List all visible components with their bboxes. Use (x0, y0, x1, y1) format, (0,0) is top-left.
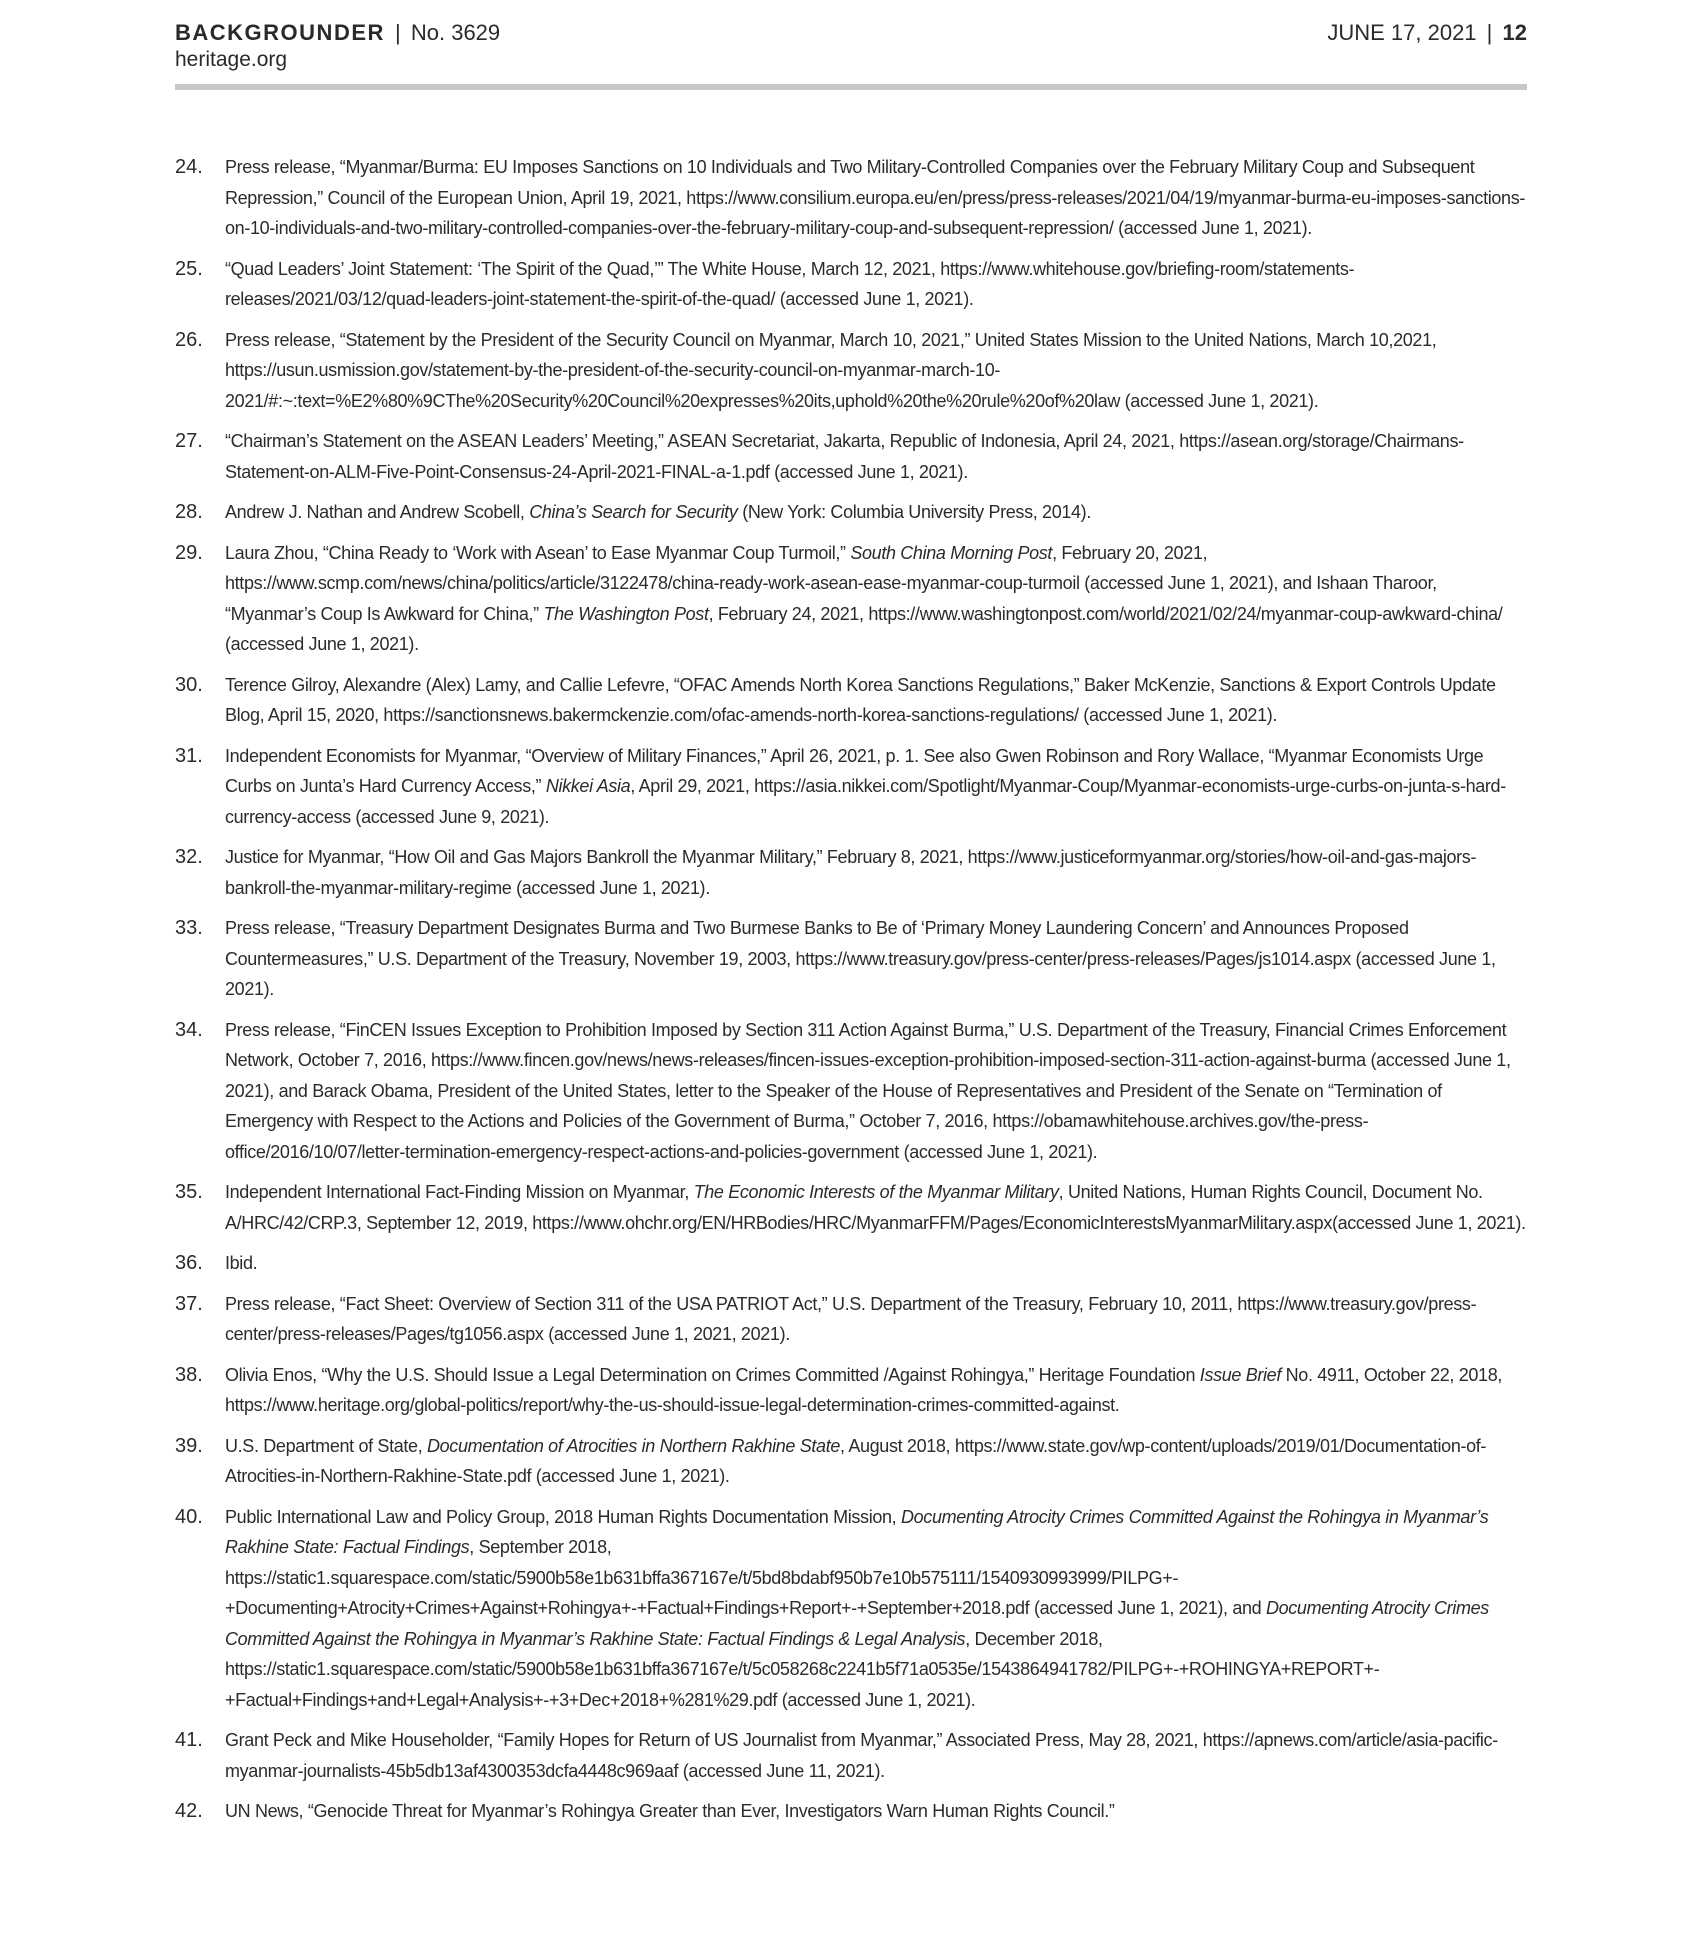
endnote-title-italic: Issue Brief (1199, 1364, 1281, 1385)
publication-date: JUNE 17, 2021 (1327, 20, 1477, 45)
endnote-title-italic: China’s Search for Security (529, 502, 738, 522)
endnote (175, 538, 1527, 660)
endnote (175, 1502, 1527, 1716)
endnote-number: 32. (175, 846, 203, 868)
endnote-title-italic: The Economic Interests of the Myanmar Military (693, 1182, 1059, 1202)
endnote-text-segment: No. 4911, October 22, 2018, https://www.heritage.org/global-politics/report/why-the-us-should-issue-legal-determination-crimes-committed-against. (225, 1364, 1503, 1415)
endnote-text-segment: Independent Economists for Myanmar, “Overview of Military Finances,” April 26, 2021, p. 1. See also Gwen Robinson and Rory Wallace, “Myanmar Economists Urge Curbs on Junta’s Hard Currency Access,” (225, 745, 1484, 796)
endnote-text (225, 1015, 1527, 1168)
endnote-number: 30. (175, 673, 203, 696)
site-name: heritage.org (175, 48, 288, 71)
endnote (175, 913, 1527, 1005)
endnote-number: 24. (175, 156, 203, 178)
endnote-title-italic: The Washington Post (543, 603, 709, 624)
endnote-text-segment: UN News, “Genocide Threat for Myanmar’s Rohingya Greater than Ever, Investigators Warn Human Rights Council.” (225, 1801, 1115, 1821)
endnote-text-segment: Public International Law and Policy Group, 2018 Human Rights Documentation Mission, (225, 1506, 901, 1527)
endnote-text-segment: , February 20, 2021, https://www.scmp.com/news/china/politics/article/3122478/china-ready-work-asean-ease-myanmar-coup-turmoil (accessed June 1, 2021), and Ishaan Tharoor, “Myanmar’s Coup Is Awkward for China,” (225, 542, 1437, 624)
endnote (175, 152, 1527, 244)
endnote-number: 27. (175, 430, 203, 452)
endnote-text (225, 325, 1527, 417)
endnote-text-segment: “Quad Leaders’ Joint Statement: ‘The Spirit of the Quad,’” The White House, March 12, 2021, https://www.whitehouse.gov/briefing-room/statements-releases/2021/03/12/quad-leaders-joint-statement-the-spirit-of-the-quad/ (accessed June 1, 2021). (225, 258, 1355, 309)
endnote (175, 426, 1527, 487)
header-separator-right: | (1486, 20, 1493, 45)
endnote-text (225, 1360, 1527, 1421)
endnote-text-segment: Grant Peck and Mike Householder, “Family Hopes for Return of US Journalist from Myanmar,” Associated Press, May 28, 2021, https://apnews.com/article/asia-pacific-myanmar-journalists-45b5db13af4300353dcfa4448c969aaf (accessed June 11, 2021). (225, 1730, 1498, 1781)
endnote-title-italic: Nikkei Asia (545, 776, 631, 796)
endnote (175, 325, 1527, 417)
endnote (175, 1177, 1527, 1238)
series-name: BACKGROUNDER (175, 20, 385, 45)
endnote-text (225, 913, 1527, 1005)
endnote-text-segment: Justice for Myanmar, “How Oil and Gas Majors Bankroll the Myanmar Military,” February 8, 2021, https://www.justiceformyanmar.org/stories/how-oil-and-gas-majors-bankroll-the-myanmar-military-regime (accessed June 1, 2021). (225, 847, 1477, 898)
endnote-number: 39. (175, 1434, 203, 1457)
endnote (175, 497, 1527, 528)
endnote-text-segment: Laura Zhou, “China Ready to ‘Work with Asean’ to Ease Myanmar Coup Turmoil,” (225, 542, 851, 563)
endnote-title-italic: South China Morning Post (850, 542, 1053, 563)
endnote-text-segment: (New York: Columbia University Press, 2014). (737, 502, 1091, 522)
endnote-text (225, 1248, 1527, 1279)
series-number: No. 3629 (410, 20, 501, 45)
endnote-text-segment: , February 24, 2021, https://www.washingtonpost.com/world/2021/02/24/myanmar-coup-awkward-china/ (accessed June 1, 2021). (225, 603, 1503, 654)
endnote-text (225, 670, 1527, 731)
endnote (175, 1248, 1527, 1279)
endnote-text (225, 1502, 1527, 1716)
endnote (175, 1289, 1527, 1350)
endnote-number: 31. (175, 744, 203, 767)
endnote-title-italic: Documentation of Atrocities in Northern Rakhine State (427, 1435, 841, 1456)
endnote-number: 36. (175, 1252, 203, 1274)
endnote-text (225, 1431, 1527, 1492)
endnote-text-segment: Ibid. (225, 1253, 258, 1273)
header-left (175, 18, 500, 72)
endnote-text-segment: “Chairman’s Statement on the ASEAN Leaders’ Meeting,” ASEAN Secretariat, Jakarta, Republic of Indonesia, April 24, 2021, https://asean.org/storage/Chairmans-Statement-on-ALM-Five-Point-Consensus-24-April-2021-FINAL-a-1.pdf (accessed June 1, 2021). (225, 431, 1464, 482)
endnote-text-segment: Andrew J. Nathan and Andrew Scobell, (225, 502, 530, 522)
endnote-number: 37. (175, 1292, 203, 1315)
endnote-number: 35. (175, 1181, 203, 1203)
endnote-number: 42. (175, 1800, 203, 1822)
endnote-number: 41. (175, 1729, 203, 1751)
endnote-text (225, 1289, 1527, 1350)
endnote-number: 34. (175, 1018, 203, 1041)
endnote-text (225, 1177, 1527, 1238)
endnote-number: 40. (175, 1505, 203, 1528)
endnote-text (225, 426, 1527, 487)
endnote-text-segment: Terence Gilroy, Alexandre (Alex) Lamy, and Callie Lefevre, “OFAC Amends North Korea Sanctions Regulations,” Baker McKenzie, Sanctions & Export Controls Update Blog, April 15, 2020, https://sanctionsnews.bakermckenzie.com/ofac-amends-north-korea-sanctions-regulations/ (accessed June 1, 2021). (225, 674, 1496, 725)
endnote-text-segment: Press release, “FinCEN Issues Exception to Prohibition Imposed by Section 311 Action Against Burma,” U.S. Department of the Treasury, Financial Crimes Enforcement Network, October 7, 2016, https://www.fincen.gov/news/news-releases/fincen-issues-exception-prohibition-imposed-section-311-action-against-burma (accessed June 1, 2021), and Barack Obama, President of the United States, letter to the Speaker of the House of Representatives and President of the Senate on “Termination of Emergency with Respect to the Actions and Policies of the Government of Burma,” October 7, 2016, https://obamawhitehouse.archives.gov/the-press-office/2016/10/07/letter-termination-emergency-respect-actions-and-policies-government (accessed June 1, 2021). (225, 1019, 1511, 1162)
endnote-text-segment: , September 2018, https://static1.squarespace.com/static/5900b58e1b631bffa367167e/t/5bd8bdabf950b7e10b575111/1540930993999/PILPG+-+Documenting+Atrocity+Crimes+Against+Rohingya+-+Factual+Findings+Report+-+September+2018.pdf (accessed June 1, 2021), and (225, 1537, 1266, 1618)
endnote-text (225, 842, 1527, 903)
endnote-title-italic: Documenting Atrocity Crimes Committed Against the Rohingya in Myanmar’s Rakhine State: Factual Findings & Legal Analysis (225, 1598, 1489, 1649)
endnote-text (225, 741, 1527, 833)
header-right (1327, 18, 1527, 48)
endnote-text (225, 152, 1527, 244)
endnote-text-segment: Olivia Enos, “Why the U.S. Should Issue a Legal Determination on Crimes Committed /Against Rohingya,” Heritage Foundation (225, 1364, 1200, 1385)
endnote-text (225, 254, 1527, 315)
endnotes-list (175, 152, 1527, 1837)
endnote-number: 29. (175, 541, 203, 564)
page-number: 12 (1502, 20, 1527, 45)
endnote (175, 254, 1527, 315)
endnote-text (225, 538, 1527, 660)
header-rule (175, 84, 1527, 90)
endnote-number: 25. (175, 257, 203, 280)
series-line (175, 18, 500, 48)
endnote (175, 842, 1527, 903)
endnote-text-segment: , December 2018, https://static1.squarespace.com/static/5900b58e1b631bffa367167e/t/5c058268c2241b5f71a0535e/1543864941782/PILPG+-+ROHINGYA+REPORT+-+Factual+Findings+and+Legal+Analysis+-+3+Dec+2018+%281%29.pdf (accessed June 1, 2021). (225, 1628, 1380, 1710)
endnote (175, 670, 1527, 731)
endnote-text-segment: Independent International Fact-Finding Mission on Myanmar, (225, 1182, 694, 1202)
endnote-text-segment: , April 29, 2021, https://asia.nikkei.com/Spotlight/Myanmar-Coup/Myanmar-economists-urge-curbs-on-junta-s-hard-currency-access (accessed June 9, 2021). (225, 776, 1506, 827)
endnote-text-segment: U.S. Department of State, (225, 1435, 427, 1456)
endnote-text-segment: , United Nations, Human Rights Council, Document No. A/HRC/42/CRP.3, September 12, 2019, https://www.ohchr.org/EN/HRBodies/HRC/MyanmarFFM/Pages/EconomicInterestsMyanmarMilitary.aspx(accessed June 1, 2021). (225, 1182, 1526, 1233)
endnote-number: 38. (175, 1363, 203, 1386)
endnote-number: 26. (175, 328, 203, 351)
page-header (175, 18, 1527, 74)
endnote-text-segment: Press release, “Statement by the President of the Security Council on Myanmar, March 10, 2021,” United States Mission to the United Nations, March 10,2021, https://usun.usmission.gov/statement-by-the-president-of-the-security-council-on-myanmar-march-10-2021/#:~:text=%E2%80%9CThe%20Security%20Council%20expresses%20its,uphold%20the%20rule%20of%20law (accessed June 1, 2021). (225, 329, 1437, 411)
endnote (175, 1725, 1527, 1786)
endnote (175, 1360, 1527, 1421)
endnote-text-segment: Press release, “Fact Sheet: Overview of Section 311 of the USA PATRIOT Act,” U.S. Department of the Treasury, February 10, 2011, https://www.treasury.gov/press-center/press-releases/Pages/tg1056.aspx (accessed June 1, 2021, 2021). (225, 1293, 1477, 1344)
endnote (175, 1015, 1527, 1168)
endnote (175, 741, 1527, 833)
endnote-text (225, 1796, 1527, 1827)
endnote-text (225, 497, 1527, 528)
endnote-text-segment: Press release, “Myanmar/Burma: EU Imposes Sanctions on 10 Individuals and Two Military-Controlled Companies over the February Military Coup and Subsequent Repression,” Council of the European Union, April 19, 2021, https://www.consilium.europa.eu/en/press/press-releases/2021/04/19/myanmar-burma-eu-imposes-sanctions-on-10-individuals-and-two-military-controlled-companies-over-the-february-military-coup-and-subsequent-repression/ (accessed June 1, 2021). (225, 157, 1525, 238)
endnote (175, 1431, 1527, 1492)
header-separator: | (395, 20, 401, 45)
endnote-text (225, 1725, 1527, 1786)
endnote-title-italic: Documenting Atrocity Crimes Committed Against the Rohingya in Myanmar’s Rakhine State: Factual Findings (225, 1506, 1489, 1557)
endnote-text-segment: , August 2018, https://www.state.gov/wp-content/uploads/2019/01/Documentation-of-Atrocities-in-Northern-Rakhine-State.pdf (accessed June 1, 2021). (225, 1435, 1487, 1486)
endnote-number: 28. (175, 501, 203, 523)
endnote-text-segment: Press release, “Treasury Department Designates Burma and Two Burmese Banks to Be of ‘Primary Money Laundering Concern’ and Announces Proposed Countermeasures,” U.S. Department of the Treasury, November 19, 2003, https://www.treasury.gov/press-center/press-releases/Pages/js1014.aspx (accessed June 1, 2021). (225, 918, 1496, 999)
endnote-number: 33. (175, 917, 203, 939)
endnote (175, 1796, 1527, 1827)
